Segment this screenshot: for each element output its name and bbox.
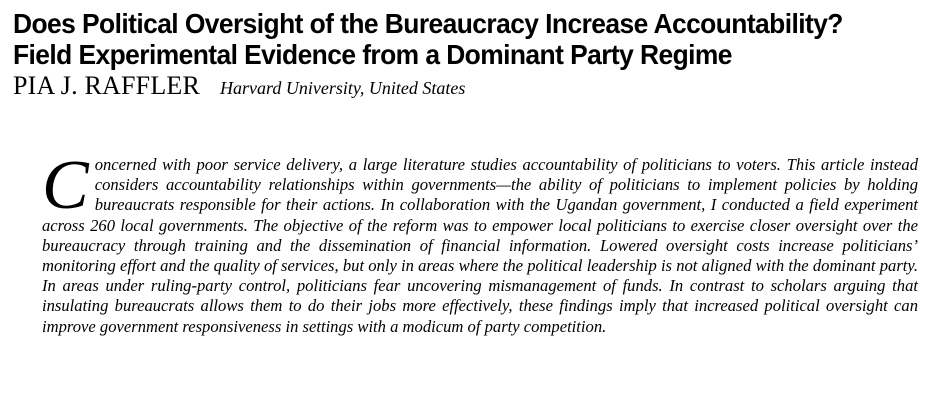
author-affiliation: Harvard University, United States <box>220 78 466 98</box>
author-name: PIA J. RAFFLER <box>13 71 201 100</box>
article-header <box>13 8 918 102</box>
article-title: Does Political Oversight of the Bureaucracy Increase Accountability? Field Experimental Evidence from a Dominant Party Regime <box>13 8 843 70</box>
byline <box>13 70 918 102</box>
abstract-dropcap: C <box>42 147 89 224</box>
abstract <box>42 147 918 337</box>
abstract-body: oncerned with poor service delivery, a large literature studies accountability of politicians to voters. This article instead considers accountability relationships within governments—the ability of politicians to implement policies by holding bureaucrats responsible for their actions. In collaboration with the Ugandan government, I conducted a field experiment across 260 local governments. The objective of the reform was to empower local politicians to exercise closer oversight over the bureaucracy through training and the dissemination of financial information. Lowered oversight costs increase politicians’ monitoring effort and the quality of services, but only in areas where the political leadership is not aligned with the dominant party. In areas under ruling-party control, politicians fear uncovering mismanagement of funds. In contrast to scholars arguing that insulating bureaucrats allows them to do their jobs more effectively, these findings imply that increased political oversight can improve government responsiveness in settings with a modicum of party competition. <box>42 155 918 336</box>
